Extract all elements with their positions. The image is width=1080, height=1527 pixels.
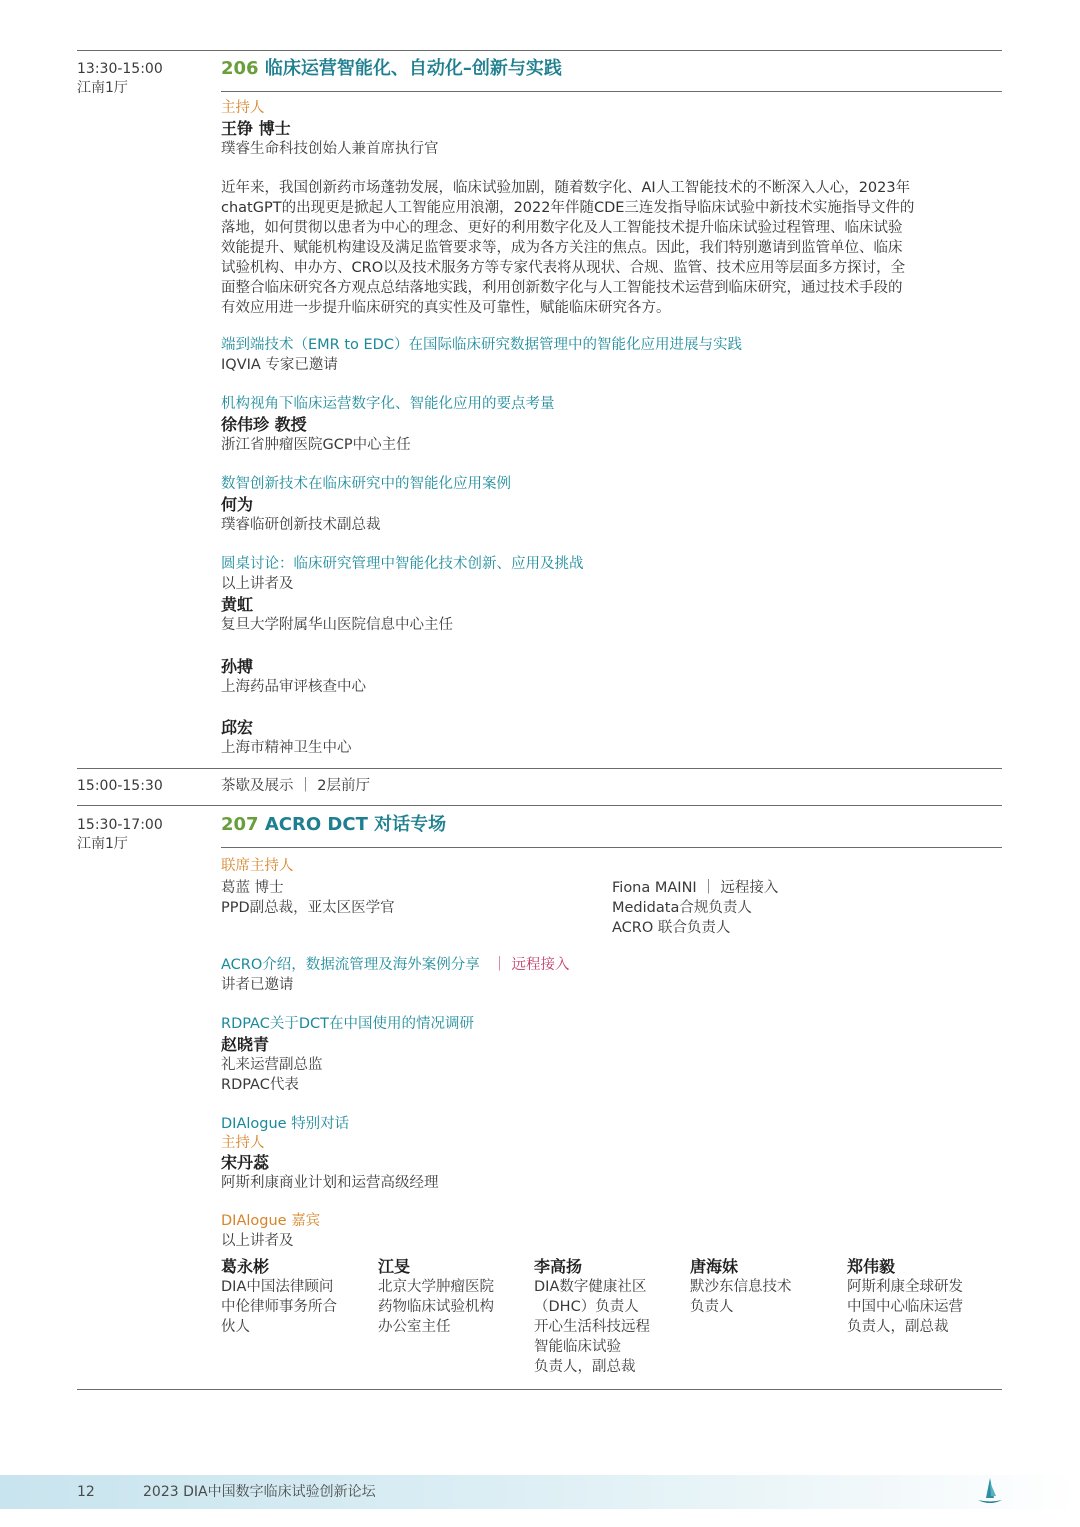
- talk-title: 端到端技术（EMR to EDC）在国际临床研究数据管理中的智能化应用进展与实践: [221, 337, 742, 353]
- break-text: 茶歇及展示 ｜ 2层前厅: [221, 778, 370, 794]
- session-207-time: 15:30-17:00 江南1厅: [77, 817, 163, 852]
- session-206-intro: [221, 178, 1001, 318]
- guest-card: [221, 1256, 371, 1337]
- cohost-2: [612, 878, 992, 938]
- guest-affiliation: 阿斯利康全球研发: [847, 1279, 963, 1295]
- speaker-name: 何为: [221, 495, 254, 514]
- host-title: 璞睿生命科技创始人兼首席执行官: [221, 141, 439, 157]
- guest-affiliation: 药物临床试验机构: [378, 1299, 494, 1315]
- divider-206-title: [221, 91, 1002, 92]
- cohost-title: ACRO 联合负责人: [612, 920, 731, 936]
- intro-line: 试验机构、申办方、CRO以及技术服务方等专家代表将从现状、合规、监管、技术应用等层面多方探讨，全: [221, 260, 906, 276]
- host-name: 王铮 博士: [221, 119, 291, 138]
- guest-name: 江旻: [378, 1257, 411, 1276]
- talk-206-2: [221, 394, 1001, 455]
- panelist-name: 黄虹: [221, 595, 254, 614]
- guest-card: [847, 1256, 997, 1337]
- intro-line: 落地，如何贯彻以患者为中心的理念、更好的利用数字化及人工智能技术提升临床试验过程管理、临床试验: [221, 220, 903, 236]
- speaker-name: 徐伟珍 教授: [221, 415, 307, 434]
- break-time: 15:00-15:30: [77, 778, 163, 794]
- session-207-title-text: ACRO DCT 对话专场: [264, 814, 447, 835]
- guest-affiliation: DIA数字健康社区: [534, 1279, 647, 1295]
- guest-affiliation: （DHC）负责人: [534, 1299, 639, 1315]
- talk-206-3: [221, 474, 1001, 535]
- dialogue-title: DIAlogue 特别对话: [221, 1116, 350, 1132]
- logo-icon: [976, 1476, 1004, 1506]
- session-207-title: [221, 813, 446, 837]
- session-206-time: 13:30-15:00 江南1厅: [77, 61, 163, 96]
- guest-affiliation: 北京大学肿瘤医院: [378, 1279, 494, 1295]
- guest-affiliation: 伙人: [221, 1319, 250, 1335]
- cohost-name: 葛蓝 博士: [221, 880, 284, 896]
- guest-card: [378, 1256, 528, 1337]
- host-role: 主持人: [221, 100, 265, 116]
- intro-line: 效能提升、赋能机构建设及满足监管要求等，成为各方关注的焦点。因此，我们特别邀请到监管单位、临床: [221, 240, 903, 256]
- dialogue-guests-header: [221, 1211, 1001, 1251]
- speaker-affiliation: 礼来运营副总监: [221, 1057, 323, 1073]
- guest-affiliation: DIA中国法律顾问: [221, 1279, 334, 1295]
- page-number: 12: [77, 1484, 95, 1500]
- panelist-affiliation: 复旦大学附属华山医院信息中心主任: [221, 617, 453, 633]
- dialogue-host-name: 宋丹蕊: [221, 1153, 270, 1172]
- intro-line: 近年来，我国创新药市场蓬勃发展，临床试验加剧，随着数字化、AI人工智能技术的不断深入人心，2023年: [221, 180, 911, 196]
- guest-affiliation: 中伦律师事务所合: [221, 1299, 337, 1315]
- footer-title: 2023 DIA中国数字临床试验创新论坛: [143, 1484, 376, 1500]
- session-206-number: 206: [221, 58, 259, 79]
- panelist-3: [221, 717, 1001, 758]
- panel-title: 圆桌讨论：临床研究管理中智能化技术创新、应用及挑战: [221, 556, 584, 572]
- guest-affiliation: 中国中心临床运营: [847, 1299, 963, 1315]
- talk-207-1: [221, 955, 1001, 995]
- guest-affiliation: 办公室主任: [378, 1319, 451, 1335]
- divider-207-title: [221, 847, 1002, 848]
- talk-speaker: IQVIA 专家已邀请: [221, 357, 338, 373]
- cohost-name: Fiona MAINI ｜ 远程接入: [612, 880, 779, 896]
- talk-title: 机构视角下临床运营数字化、智能化应用的要点考量: [221, 396, 555, 412]
- panelist-affiliation: 上海市精神卫生中心: [221, 740, 352, 756]
- dialogue-host-role: 主持人: [221, 1135, 265, 1151]
- guest-affiliation: 默沙东信息技术: [690, 1279, 792, 1295]
- panelist-name: 邱宏: [221, 718, 254, 737]
- talk-206-1: [221, 335, 1001, 375]
- cohost-title: Medidata合规负责人: [612, 900, 752, 916]
- talk-speaker: 讲者已邀请: [221, 977, 294, 993]
- guest-name: 郑伟毅: [847, 1257, 896, 1276]
- intro-line: chatGPT的出现更是掀起人工智能应用浪潮，2022年伴随CDE三连发指导临床试验中新技术实施指导文件的: [221, 200, 915, 216]
- session-206-host: [221, 98, 1001, 159]
- guest-affiliation: 智能临床试验: [534, 1339, 621, 1355]
- speaker-affiliation: RDPAC代表: [221, 1077, 299, 1093]
- session-206-title: [221, 57, 562, 81]
- dialogue-host-title: 阿斯利康商业计划和运营高级经理: [221, 1175, 439, 1191]
- guest-affiliation: 负责人: [690, 1299, 734, 1315]
- divider-break-bottom: [77, 805, 1002, 806]
- speaker-name: 赵晓青: [221, 1035, 270, 1054]
- guest-name: 葛永彬: [221, 1257, 270, 1276]
- session-206-title-text: 临床运营智能化、自动化–创新与实践: [264, 58, 562, 79]
- guest-affiliation: 负责人，副总裁: [534, 1359, 636, 1375]
- speaker-affiliation: 浙江省肿瘤医院GCP中心主任: [221, 437, 411, 453]
- panel-206: [221, 554, 1001, 635]
- speaker-affiliation: 璞睿临研创新技术副总裁: [221, 517, 381, 533]
- talk-title: ACRO介绍，数据流管理及海外案例分享: [221, 957, 480, 973]
- talk-207-2: [221, 1014, 1001, 1095]
- cohost-1: [221, 878, 581, 918]
- divider-bottom: [77, 1389, 1002, 1390]
- talk-title: 数智创新技术在临床研究中的智能化应用案例: [221, 476, 511, 492]
- panelist-affiliation: 上海药品审评核查中心: [221, 679, 366, 695]
- divider-top: [77, 50, 1002, 51]
- dialogue-guests: [221, 1256, 1001, 1376]
- guest-name: 李高扬: [534, 1257, 583, 1276]
- intro-line: 面整合临床研究各方观点总结落地实践，利用创新数字化与人工智能技术运营到临床研究，通过技术手段的: [221, 280, 903, 296]
- panelist-2: [221, 656, 1001, 697]
- session-207-number: 207: [221, 814, 259, 835]
- guests-intro: 以上讲者及: [221, 1233, 294, 1249]
- guest-card: [690, 1256, 840, 1317]
- guest-affiliation: 开心生活科技远程: [534, 1319, 650, 1335]
- panel-intro: 以上讲者及: [221, 576, 294, 592]
- divider-break-top: [77, 768, 1002, 769]
- dialogue-special: [221, 1114, 1001, 1193]
- guest-affiliation: 负责人，副总裁: [847, 1319, 949, 1335]
- guest-card: [534, 1256, 684, 1377]
- cohost-title: PPD副总裁，亚太区医学官: [221, 900, 395, 916]
- intro-line: 有效应用进一步提升临床研究的真实性及可靠性，赋能临床研究各方。: [221, 300, 671, 316]
- guests-role: DIAlogue 嘉宾: [221, 1213, 321, 1229]
- panelist-name: 孙搏: [221, 657, 254, 676]
- remote-badge: ｜ 远程接入: [492, 957, 570, 973]
- guest-name: 唐海妹: [690, 1257, 739, 1276]
- cohost-role: 联席主持人: [221, 858, 294, 874]
- talk-title: RDPAC关于DCT在中国使用的情况调研: [221, 1016, 474, 1032]
